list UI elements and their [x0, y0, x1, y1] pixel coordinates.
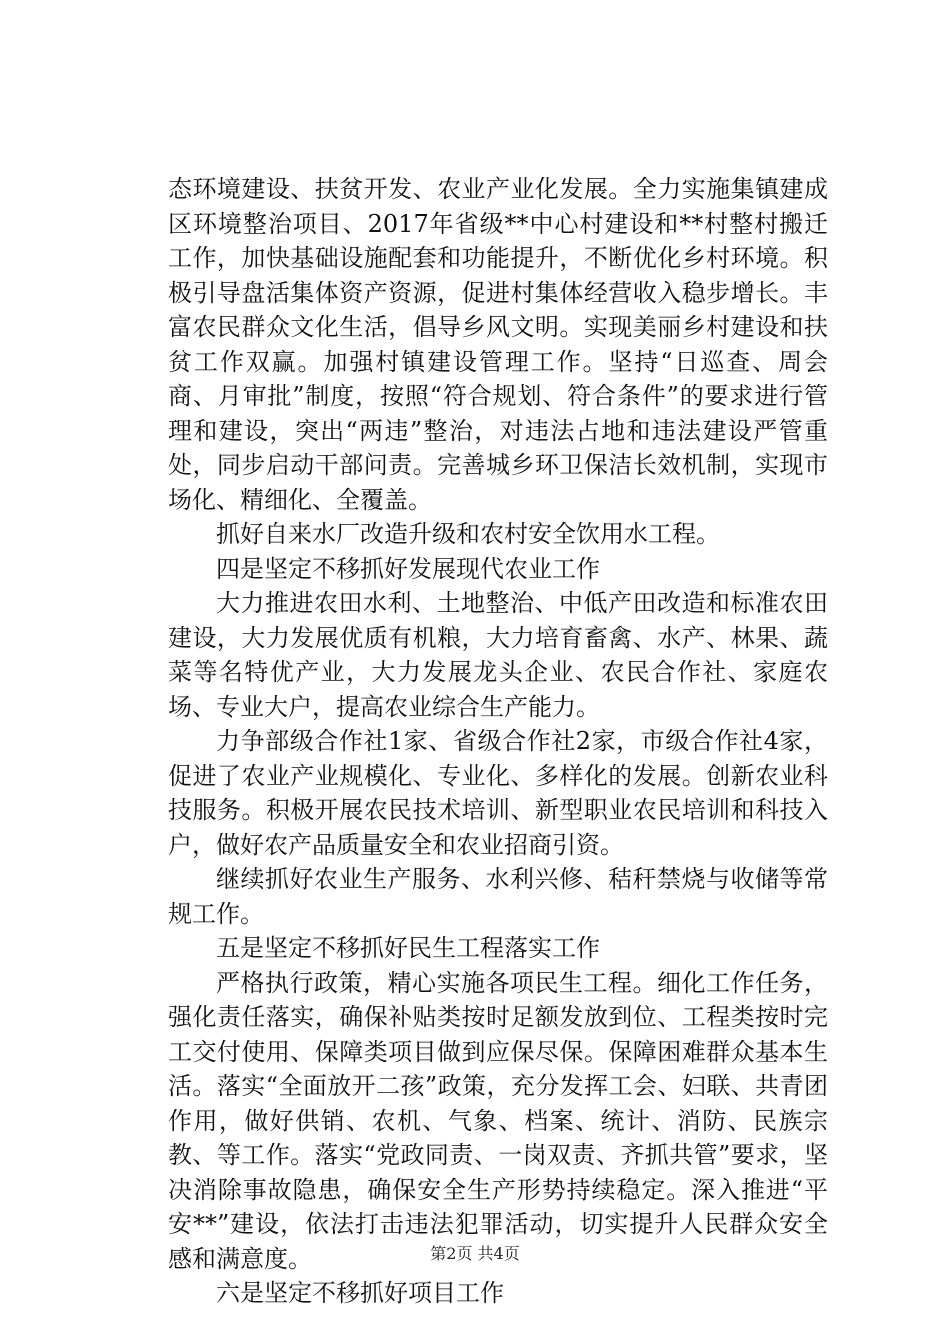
- section-heading-livelihood: 五是坚定不移抓好民生工程落实工作: [216, 934, 600, 962]
- paragraph-cooperatives: 力争部级合作社1家、省级合作社2家，市级合作社4家，促进了农业产业规模化、专业化、多样化的发展。创新农业科技服务。积极开展农民技术培训、新型职业农民培训和科技入户，做好农产品质量安全和农业招商引资。: [168, 727, 828, 859]
- paragraph-agriculture-infrastructure: 大力推进农田水利、土地整治、中低产田改造和标准农田建设，大力发展优质有机粮，大力培育畜禽、水产、林果、蔬菜等名特优产业，大力发展龙头企业、农民合作社、家庭农场、专业大户，提高农业综合生产能力。: [168, 589, 828, 721]
- paragraph-livelihood: 严格执行政策，精心实施各项民生工程。细化工作任务，强化责任落实，确保补贴类按时足额发放到位、工程类按时完工交付使用、保障类项目做到应保尽保。保障困难群众基本生活。落实“全面放开二孩”政策，充分发挥工会、妇联、共青团作用，做好供销、农机、气象、档案、统计、消防、民族宗教、等工作。落实“党政同责、一岗双责、齐抓共管”要求，坚决消除事故隐患，确保安全生产形势持续稳定。深入推进“平安**”建设，依法打击违法犯罪活动，切实提升人民群众安全感和满意度。: [168, 968, 828, 1273]
- section-heading-agriculture: 四是坚定不移抓好发展现代农业工作: [216, 554, 600, 583]
- paragraph-continuation: 态环境建设、扶贫开发、农业产业化发展。全力实施集镇建成区环境整治项目、2017年省级**中心村建设和**村整村搬迁工作，加快基础设施配套和功能提升，不断优化乡村环境。积极引导盘活集体资产资源，促进村集体经营收入稳步增长。丰富农民群众文化生活，倡导乡风文明。实现美丽乡村建设和扶贫工作双赢。加强村镇建设管理工作。坚持“日巡查、周会商、月审批”制度，按照“符合规划、符合条件”的要求进行管理和建设，突出“两违”整治，对违法占地和违法建设严管重处，同步启动干部问责。完善城乡环卫保洁长效机制，实现市场化、精细化、全覆盖。: [168, 175, 828, 514]
- paragraph-water-project: 抓好自来水厂改造升级和农村安全饮用水工程。: [216, 520, 720, 548]
- page-footer: 第2页 共4页: [430, 1244, 520, 1263]
- paragraph-agriculture-routine: 继续抓好农业生产服务、水利兴修、秸秆禁烧与收储等常规工作。: [168, 865, 828, 928]
- section-heading-projects: 六是坚定不移抓好项目工作: [216, 1279, 504, 1307]
- document-body: [168, 172, 828, 1311]
